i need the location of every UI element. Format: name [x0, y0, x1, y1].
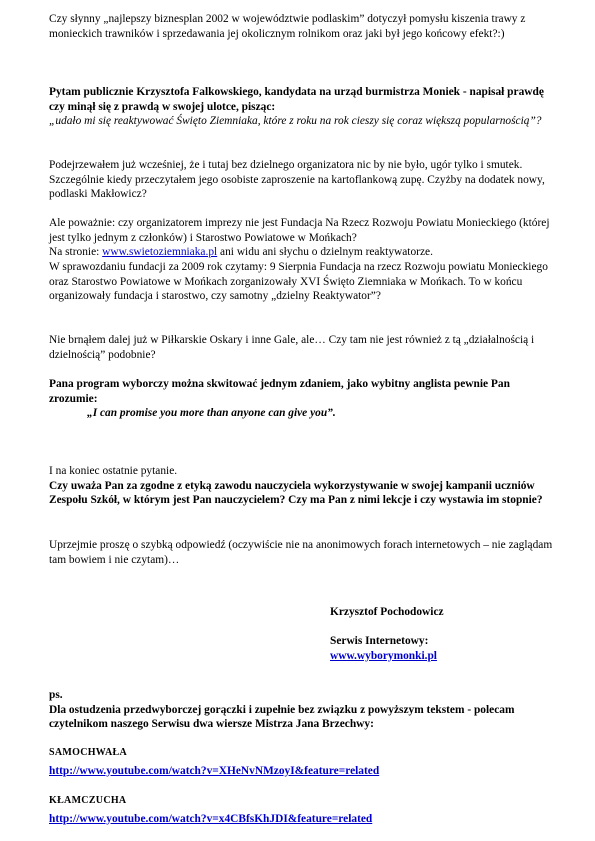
- paragraph-2: Podejrzewałem już wcześniej, że i tutaj bez dzielnego organizatora nic by nie było, ugór tylko i smutek. Szczególnie kiedy przeczytałem jego osobiste zaproszenie na kartoflankową zupę. Czyżby na dodatek nowy, podlaski Makłowicz?: [49, 159, 545, 200]
- paragraph-5: Nie brnąłem dalej już w Piłkarskie Oskary i inne Gale, ale… Czy tam nie jest również z tą „działalnością i dzielnością” podobnie?: [49, 334, 535, 361]
- paragraph-3b-prefix: Na stronie:: [49, 246, 103, 258]
- ps-label: ps.: [49, 689, 63, 701]
- poem-2: [49, 794, 559, 826]
- signature-name: Krzysztof Pochodowicz: [330, 606, 444, 618]
- ps-text: Dla ostudzenia przedwyborczej gorączki i zupełnie bez związku z powyższym tekstem - polecam czytelnikom naszego Serwisu dwa wiersze Mistrza Jana Brzechwy:: [49, 703, 515, 730]
- poem-2-title: KŁAMCZUCHA: [49, 795, 127, 806]
- intro-paragraph: Czy słynny „najlepszy biznesplan 2002 w województwie podlaskim” dotyczył pomysłu kiszenia trawy z monieckich trawników i sprzedawania jej okolicznym rolnikom oraz jaki był jego końcowy efekt?:): [49, 13, 526, 40]
- question-1: [49, 85, 559, 129]
- program-heading: Pana program wyborczy można skwitować jednym zdaniem, jako wybitny anglista pewnie Pan zrozumie:: [49, 378, 510, 405]
- question-1-heading: Pytam publicznie Krzysztofa Falkowskiego, kandydata na urząd burmistrza Moniek - napisał prawdę czy minął się z prawdą w swojej ulotce, pisząc:: [49, 86, 544, 113]
- poem-2-link[interactable]: http://www.youtube.com/watch?v=x4CBfsKhJDI&feature=related: [49, 812, 373, 825]
- swietoziemniaka-link[interactable]: www.swietoziemniaka.pl: [102, 246, 218, 258]
- last-question-section: [49, 464, 559, 508]
- poem-1: [49, 746, 559, 778]
- last-question-text: Czy uważa Pan za zgodne z etyką zawodu nauczyciela wykorzystywanie w swojej kampanii uczniów Zespołu Szkół, w którym jest Pan nauczycielem? Czy ma Pan z nimi lekcje i czy wystawia im stopnie?: [49, 479, 543, 506]
- paragraph-3: Ale poważnie: czy organizatorem imprezy nie jest Fundacja Na Rzecz Rozwoju Powiatu Monieckiego (której jest tylko jednym z członków) i Starostwo Powiatowe w Mońkach?: [49, 217, 550, 244]
- ps-section: [49, 688, 559, 732]
- program-section: [49, 377, 559, 421]
- signature-site-link[interactable]: www.wyborymonki.pl: [330, 649, 437, 662]
- paragraph-3b: [49, 245, 559, 260]
- question-1-quote: „udało mi się reaktywować Święto Ziemniaka, które z roku na rok cieszy się coraz większą popularnością”?: [49, 115, 542, 127]
- signature-block: [330, 605, 560, 663]
- paragraph-request: Uprzejmie proszę o szybką odpowiedź (oczywiście nie na anonimowych forach internetowych – nie zaglądam tam bowiem i nie czytam)…: [49, 539, 553, 566]
- paragraph-4: W sprawozdaniu fundacji za 2009 rok czytamy: 9 Sierpnia Fundacja na rzecz Rozwoju powiatu Monieckiego oraz Starostwo Powiatowe w Mońkach zorganizowały XVI Święto Ziemniaka w Mońkach. To w końcu organizowały fundacja i starostwo, czy samotny „dzielny Reaktywator”?: [49, 261, 548, 302]
- poem-1-link[interactable]: http://www.youtube.com/watch?v=XHeNvNMzoyI&feature=related: [49, 764, 380, 777]
- last-question-intro: I na koniec ostatnie pytanie.: [49, 465, 178, 477]
- paragraph-3b-suffix: ani widu ani słychu o dzielnym reaktywatorze.: [217, 246, 433, 258]
- signature-service: Serwis Internetowy:: [330, 635, 429, 647]
- poem-1-title: SAMOCHWAŁA: [49, 747, 128, 758]
- program-quote: „I can promise you more than anyone can give you”.: [87, 407, 336, 419]
